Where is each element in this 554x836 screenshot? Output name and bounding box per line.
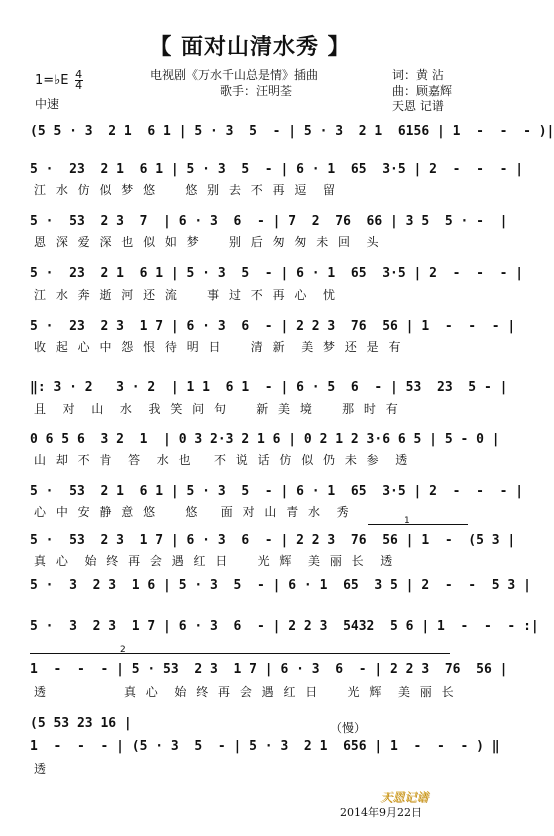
composer-line: 曲：顾嘉辉 [392, 84, 453, 98]
volta-2-line [30, 653, 450, 654]
volta-1-line [368, 524, 468, 525]
lyrics-row-8: 真 心 始 终 再 会 遇 红 日 光 辉 美 丽 长 透 [34, 554, 396, 568]
tempo-change-mark: （慢） [330, 721, 367, 735]
lyrics-row-3: 江 水 奔 逝 河 还 流 事 过 不 再 心 忧 [34, 288, 339, 302]
notation-row-3: 5 · 53 2 3 7 | 6 · 3 6 - | 7 2 76 66 | 3 5 5 · - | [30, 214, 508, 229]
notation-row-9: 5 · 53 2 3 1 7 | 6 · 3 6 - | 2 2 3 76 56 | 1 - (5 3 | [30, 533, 516, 548]
notation-row-7: 0 6 5 6 3 2 1 | 0 3 2·3 2 1 6 | 0 2 1 2 3·6 6 5 | 5 - 0 | [30, 432, 500, 447]
lyrics-row-1: 江 水 仿 似 梦 悠 悠 别 去 不 再 逗 留 [34, 183, 339, 197]
notation-row-14: 1 - - - | (5 · 3 5 - | 5 · 3 2 1 656 | 1 - - - ) ‖ [30, 739, 500, 754]
lyricist-line: 词：黄 沾 [392, 68, 444, 82]
notation-row-6: ‖: 3 · 2 3 · 2 | 1 1 6 1 - | 6 · 5 6 - | 53 23 5 - | [30, 380, 508, 395]
date-label: 2014年9月22日 [340, 806, 422, 819]
notation-row-12: 1 - - - | 5 · 53 2 3 1 7 | 6 · 3 6 - | 2 2 3 76 56 | [30, 662, 508, 677]
volta-2-number: 2 [120, 645, 126, 655]
lyrics-row-5: 且 对 山 水 我 笑 问 句 新 美 境 那 时 有 [34, 402, 401, 416]
notation-row-10: 5 · 3 2 3 1 6 | 5 · 3 5 - | 6 · 1 65 3 5 | 2 - - 5 3 | [30, 578, 531, 593]
song-title: 【 面对山清水秀 】 [149, 35, 351, 60]
notation-row-13: (5 53 23 16 | [30, 716, 132, 731]
time-numerator: 4 [75, 68, 83, 81]
notation-row-4: 5 · 23 2 1 6 1 | 5 · 3 5 - | 6 · 1 65 3·5 | 2 - - - | [30, 266, 524, 281]
time-signature [75, 70, 83, 91]
notation-row-1: (5 5 · 3 2 1 6 1 | 5 · 3 5 - | 5 · 3 2 1 6156 | 1 - - - )| [30, 124, 554, 139]
volta-1-number: 1 [404, 516, 410, 526]
source-line: 电视剧《万水千山总是情》插曲 [150, 68, 319, 82]
singer-line: 歌手：汪明荃 [220, 84, 293, 98]
transcriber-line: 天恩 记谱 [392, 99, 444, 113]
notation-row-11: 5 · 3 2 3 1 7 | 6 · 3 6 - | 2 2 3 5432 5 6 | 1 - - - :| [30, 619, 539, 634]
lyrics-row-2: 恩 深 爱 深 也 似 如 梦 别 后 匆 匆 未 回 头 [34, 235, 382, 249]
notation-row-8: 5 · 53 2 1 6 1 | 5 · 3 5 - | 6 · 1 65 3·5 | 2 - - - | [30, 484, 524, 499]
lyrics-row-4: 收 起 心 中 怨 恨 待 明 日 清 新 美 梦 还 是 有 [34, 340, 404, 354]
lyrics-row-10: 透 [34, 762, 50, 776]
lyrics-row-9: 透 真 心 始 终 再 会 遇 红 日 光 辉 美 丽 长 [34, 685, 457, 699]
signature-stamp: 天恩记谱 [380, 790, 429, 804]
tempo-label: 中速 [35, 97, 60, 111]
notation-row-2: 5 · 23 2 1 6 1 | 5 · 3 5 - | 6 · 1 65 3·5 | 2 - - - | [30, 162, 524, 177]
key-signature [35, 70, 83, 91]
notation-row-5: 5 · 23 2 3 1 7 | 6 · 3 6 - | 2 2 3 76 56 | 1 - - - | [30, 319, 516, 334]
lyrics-row-7: 心 中 安 静 意 悠 悠 面 对 山 青 水 秀 [34, 505, 352, 519]
time-denominator: 4 [75, 79, 83, 92]
key-label: 1=♭E [35, 73, 69, 88]
lyrics-row-6: 山 却 不 肯 答 水 也 不 说 话 仿 似 仍 未 参 透 [34, 453, 411, 467]
